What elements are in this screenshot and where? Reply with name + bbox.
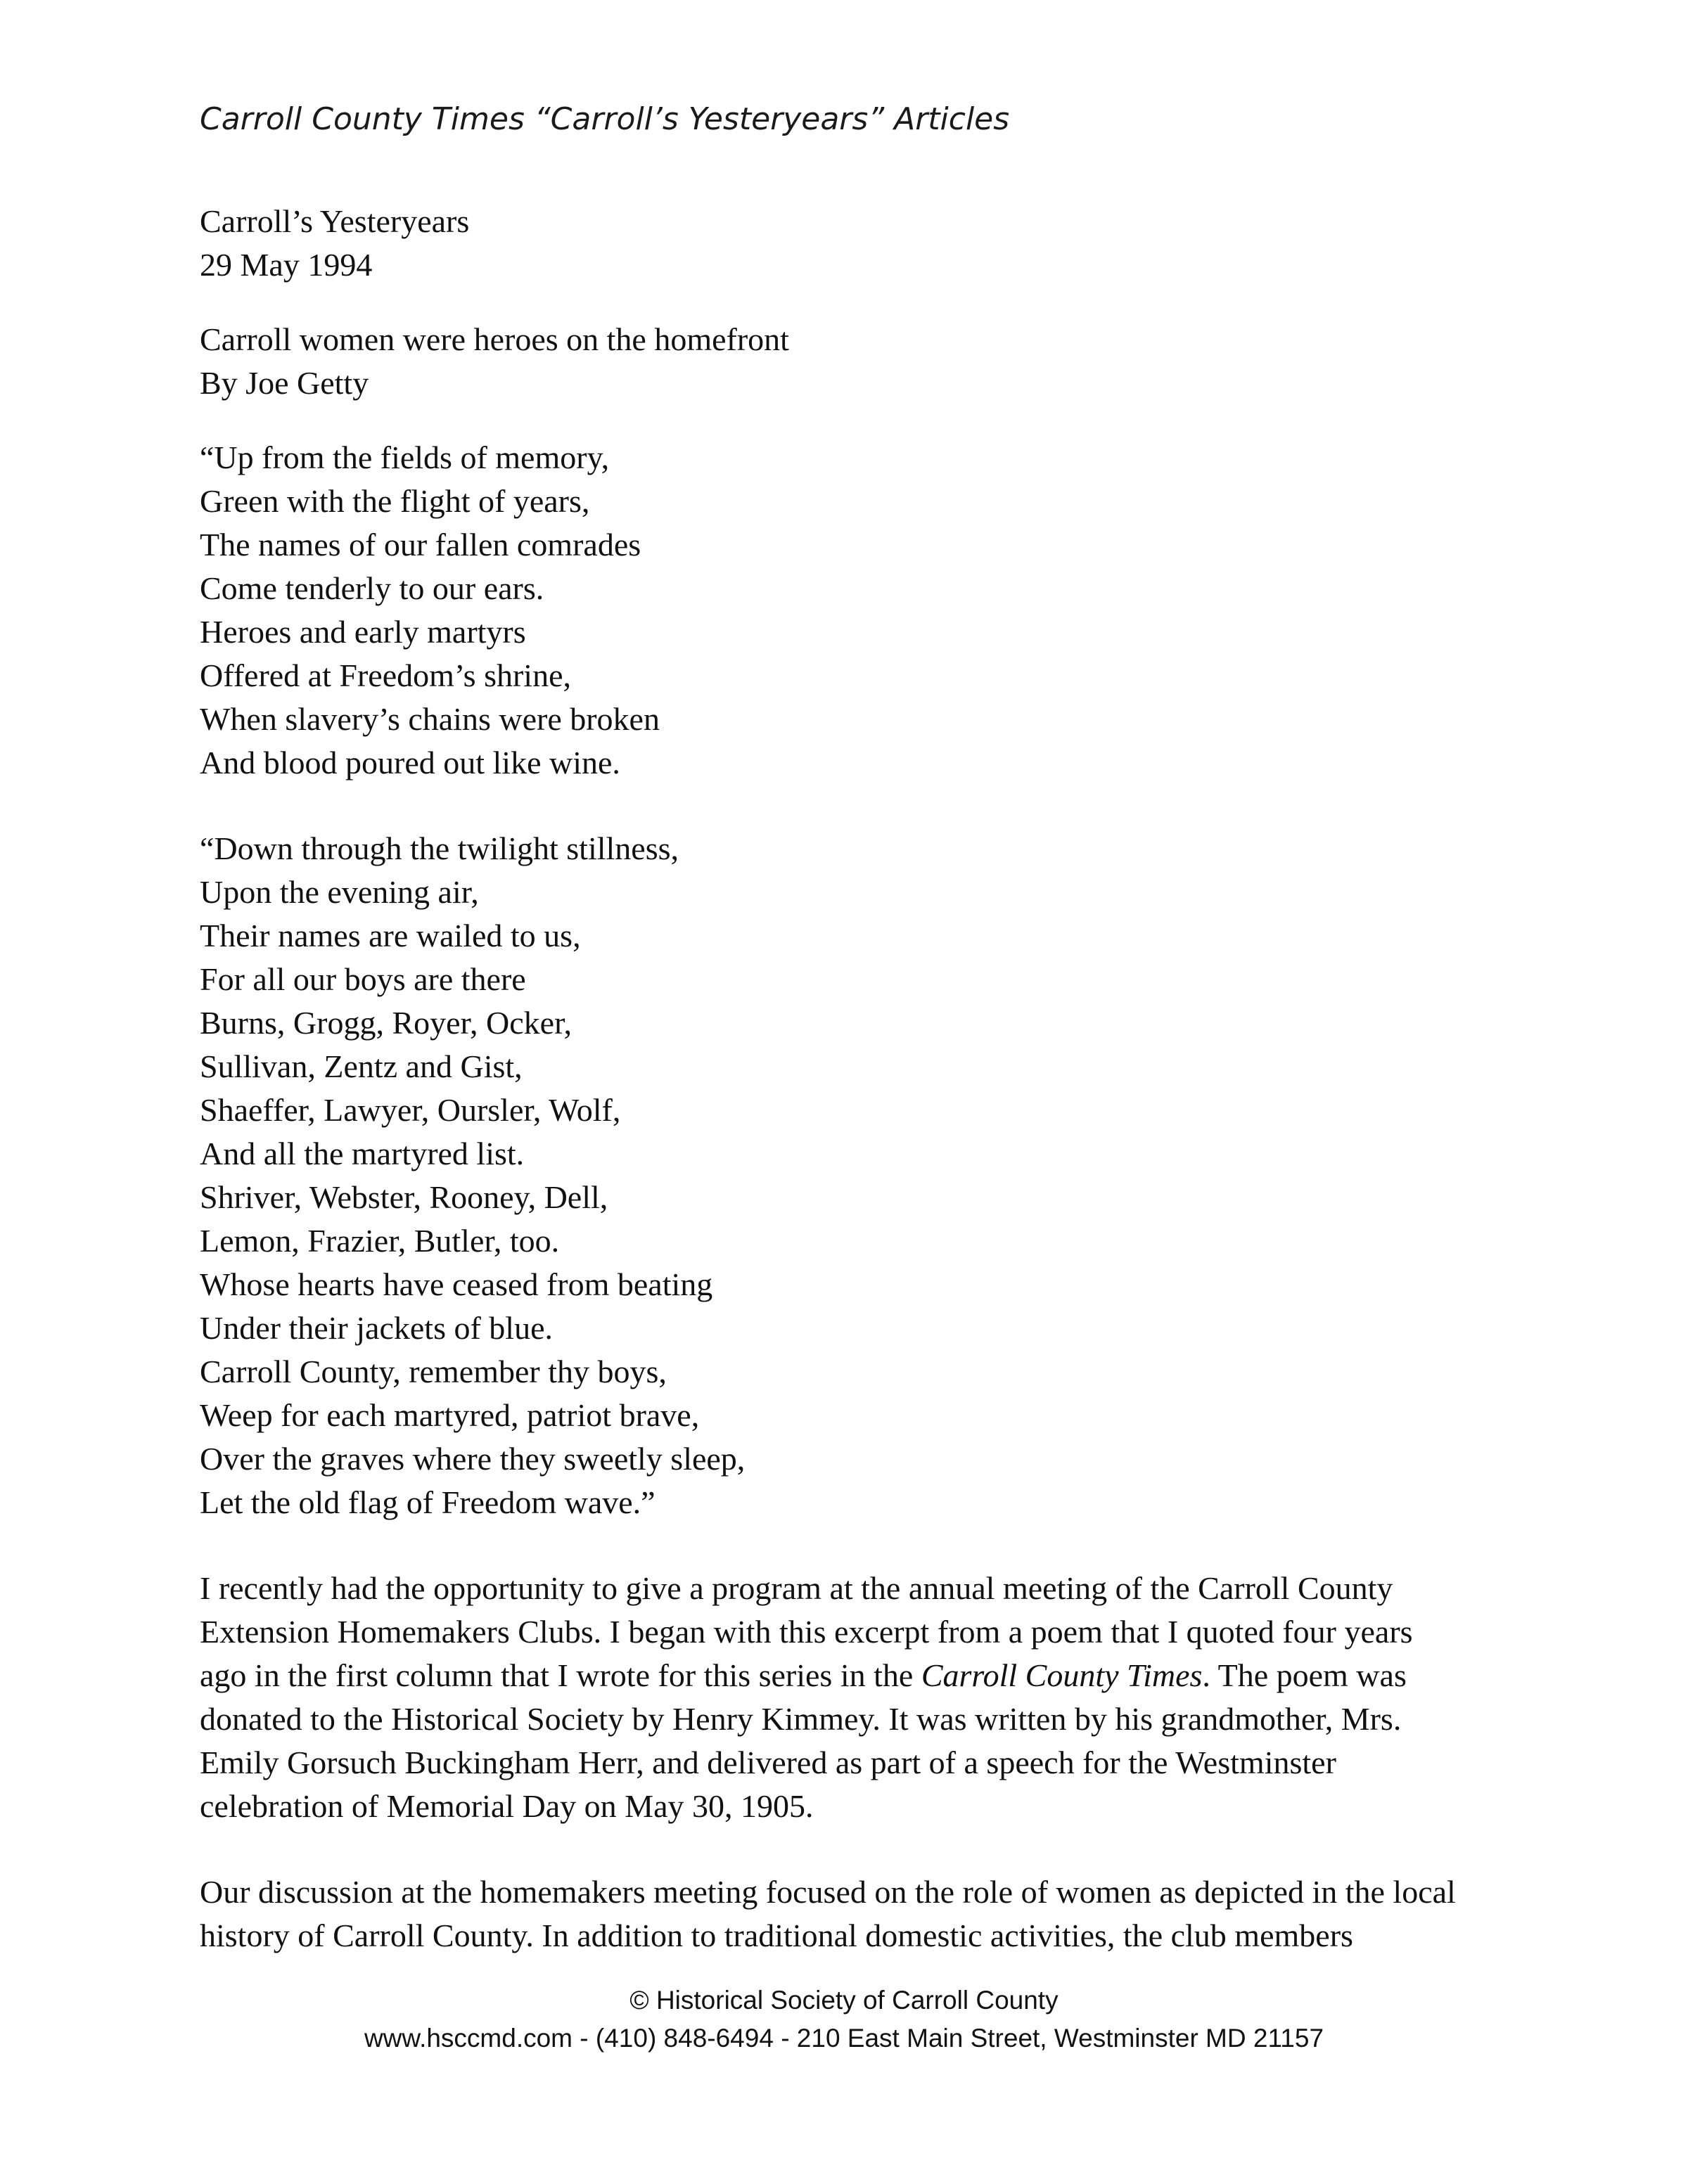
running-header: Carroll County Times “Carroll’s Yesteryears” Articles (200, 101, 1010, 137)
paragraph-line: history of Carroll County. In addition to traditional domestic activities, the club members (200, 1918, 1353, 1953)
text-run: ago in the first column that I wrote for this series in the (200, 1657, 921, 1693)
page-footer (0, 1981, 1688, 2057)
text-run: . The poem was (1202, 1657, 1407, 1693)
paragraph-line: I recently had the opportunity to give a program at the annual meeting of the Carroll County (200, 1570, 1393, 1606)
article-title: Carroll women were heroes on the homefront (200, 321, 789, 357)
body-paragraph-2 (200, 1870, 1508, 1958)
poem-line: Shriver, Webster, Rooney, Dell, (200, 1179, 608, 1215)
poem-line: And blood poured out like wine. (200, 745, 620, 781)
article-meta (200, 200, 1508, 287)
poem-line: The names of our fallen comrades (200, 527, 641, 563)
byline: By Joe Getty (200, 365, 369, 401)
poem-line: Come tenderly to our ears. (200, 570, 544, 606)
paragraph-line: Our discussion at the homemakers meeting focused on the role of women as depicted in the local (200, 1874, 1456, 1910)
poem-stanza-1 (200, 436, 1508, 785)
poem-line: Burns, Grogg, Royer, Ocker, (200, 1005, 573, 1041)
poem-line: Offered at Freedom’s shrine, (200, 657, 571, 693)
poem-line: Heroes and early martyrs (200, 614, 526, 650)
poem-stanza-2 (200, 827, 1508, 1524)
paragraph-line: donated to the Historical Society by Henry Kimmey. It was written by his grandmother, Mrs. (200, 1701, 1402, 1737)
poem-line: Let the old flag of Freedom wave.” (200, 1484, 656, 1520)
poem-line: For all our boys are there (200, 961, 526, 997)
paragraph-line: Emily Gorsuch Buckingham Herr, and delivered as part of a speech for the Westminster (200, 1745, 1336, 1780)
poem-line: Sullivan, Zentz and Gist, (200, 1048, 523, 1084)
contact-info: www.hsccmd.com - (410) 848-6494 - 210 East Main Street, Westminster MD 21157 (364, 2024, 1324, 2053)
paragraph-line: celebration of Memorial Day on May 30, 1905. (200, 1788, 814, 1824)
poem-line: When slavery’s chains were broken (200, 701, 660, 737)
poem-line: Green with the flight of years, (200, 483, 590, 519)
poem-line: Over the graves where they sweetly sleep, (200, 1441, 746, 1477)
series-name: Carroll’s Yesteryears (200, 203, 470, 239)
poem-line: And all the martyred list. (200, 1136, 525, 1171)
paragraph-line (200, 1654, 1508, 1697)
poem-line: Upon the evening air, (200, 874, 479, 910)
poem-line: Their names are wailed to us, (200, 918, 581, 953)
newspaper-title: Carroll County Times (921, 1657, 1203, 1693)
poem-line: Lemon, Frazier, Butler, too. (200, 1223, 560, 1259)
poem-line: “Up from the fields of memory, (200, 439, 610, 475)
poem-line: Shaeffer, Lawyer, Oursler, Wolf, (200, 1092, 621, 1128)
poem-line: Whose hearts have ceased from beating (200, 1266, 713, 1302)
poem-line: Under their jackets of blue. (200, 1310, 553, 1346)
poem-line: Weep for each martyred, patriot brave, (200, 1397, 700, 1433)
article-heading (200, 318, 1508, 405)
poem-line: Carroll County, remember thy boys, (200, 1354, 667, 1389)
poem-line: “Down through the twilight stillness, (200, 830, 679, 866)
article-body (200, 200, 1508, 1958)
copyright-notice: © Historical Society of Carroll County (629, 1986, 1059, 2015)
body-paragraph-1 (200, 1567, 1508, 1828)
publication-date: 29 May 1994 (200, 247, 373, 283)
paragraph-line: Extension Homemakers Clubs. I began with this excerpt from a poem that I quoted four years (200, 1614, 1413, 1650)
